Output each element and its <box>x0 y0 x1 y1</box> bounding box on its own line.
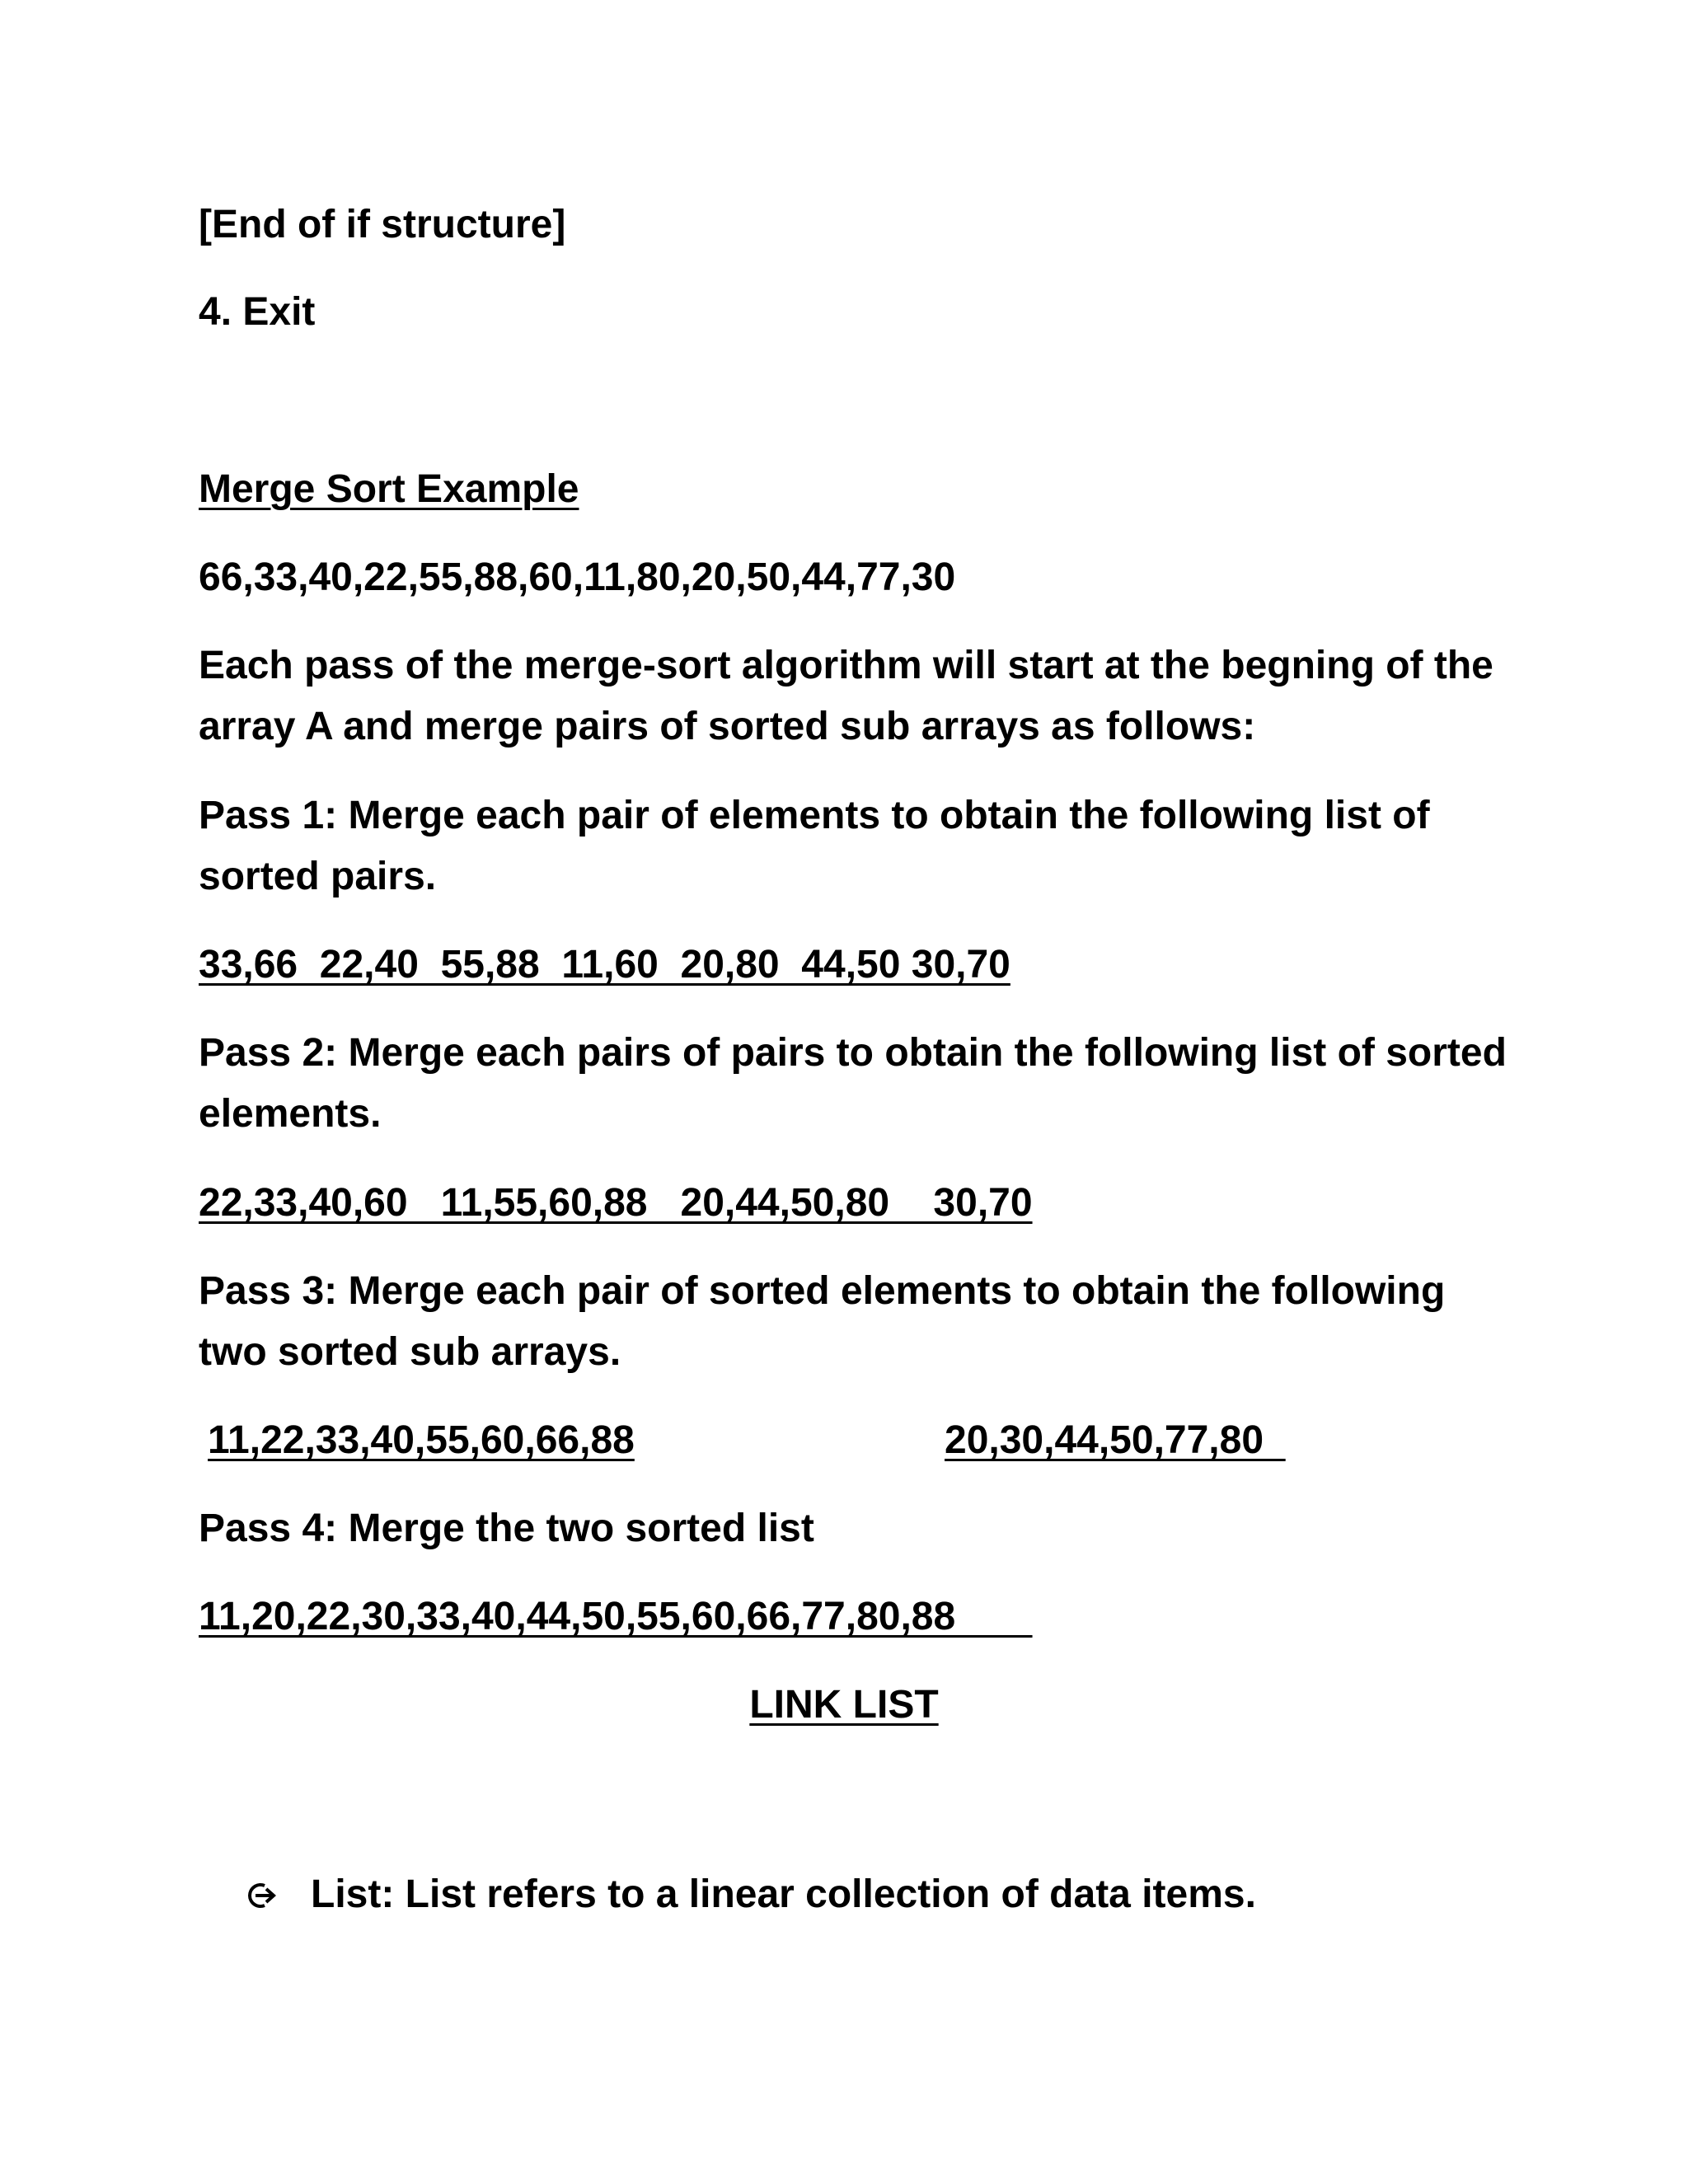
pass3-result-a: 11,22,33,40,55,60,66,88 <box>208 1418 635 1462</box>
pass4-line: Pass 4: Merge the two sorted list <box>199 1507 814 1550</box>
intro-line-2: array A and merge pairs of sorted sub arrays as follows: <box>199 705 1256 748</box>
pass2-line-1: Pass 2: Merge each pairs of pairs to obtain the following list of sorted <box>199 1031 1507 1075</box>
pass1-line-1: Pass 1: Merge each pair of elements to obtain the following list of <box>199 794 1430 837</box>
end-if-text: [End of if structure] <box>199 203 566 246</box>
intro-line-1: Each pass of the merge-sort algorithm will start at the begning of the <box>199 644 1493 687</box>
pass1-line-2: sorted pairs. <box>199 855 437 898</box>
section-heading-merge-sort: Merge Sort Example <box>199 467 579 511</box>
input-array: 66,33,40,22,55,88,60,11,80,20,50,44,77,30 <box>199 555 956 599</box>
list-definition-text: List: List refers to a linear collection of data items. <box>311 1872 1256 1916</box>
list-definition-item <box>248 1864 1256 1926</box>
pass3-line-2: two sorted sub arrays. <box>199 1330 621 1374</box>
pass2-line-2: elements. <box>199 1092 382 1136</box>
link-list-heading: LINK LIST <box>749 1683 939 1727</box>
pass2-result: 22,33,40,60 11,55,60,88 20,44,50,80 30,70 <box>199 1181 1033 1225</box>
pass3-line-1: Pass 3: Merge each pair of sorted elements to obtain the following <box>199 1269 1446 1313</box>
pass3-result-b: 20,30,44,50,77,80 <box>945 1418 1286 1462</box>
pass4-result: 11,20,22,30,33,40,44,50,55,60,66,77,80,88 <box>199 1595 1033 1638</box>
exit-step: 4. Exit <box>199 290 316 334</box>
arrow-bullet-icon <box>248 1865 283 1926</box>
pass1-result: 33,66 22,40 55,88 11,60 20,80 44,50 30,70 <box>199 943 1010 987</box>
